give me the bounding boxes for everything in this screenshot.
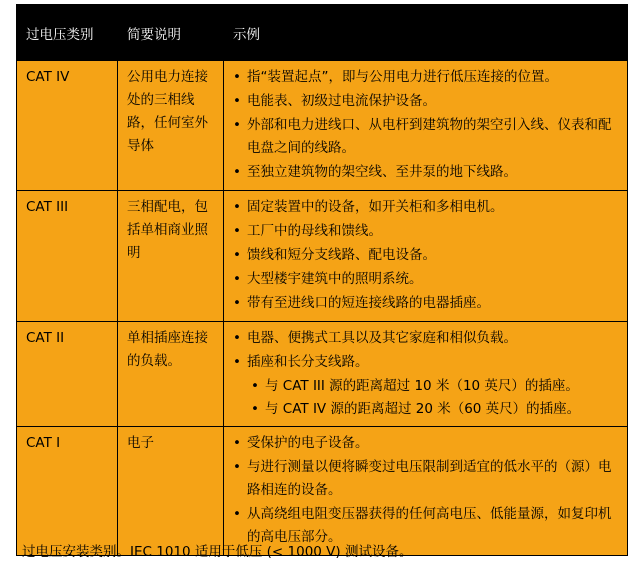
example-item: • 馈线和短分支线路、配电设备。 bbox=[233, 244, 621, 267]
description-cell: 单相插座连接的负载。 bbox=[118, 322, 224, 427]
table-header bbox=[17, 5, 628, 61]
sub-example-item: • 与 CAT IV 源的距离超过 20 米（60 英尺）的插座。 bbox=[233, 398, 621, 421]
examples-cell bbox=[224, 427, 628, 556]
header-category: 过电压类别 bbox=[17, 5, 118, 61]
table-row bbox=[17, 191, 628, 322]
examples-cell bbox=[224, 191, 628, 322]
example-item: • 电能表、初级过电流保护设备。 bbox=[233, 90, 621, 113]
example-item: • 带有至进线口的短连接线路的电器插座。 bbox=[233, 292, 621, 315]
example-item: • 从高绕组电阻变压器获得的任何高电压、低能量源，如复印机的高电压部分。 bbox=[233, 503, 621, 549]
example-item: • 受保护的电子设备。 bbox=[233, 432, 621, 455]
overvoltage-category-table bbox=[16, 4, 628, 556]
header-examples: 示例 bbox=[224, 5, 628, 61]
example-item: • 指“装置起点”，即与公用电力进行低压连接的位置。 bbox=[233, 66, 621, 89]
header-row bbox=[17, 5, 628, 61]
table-row bbox=[17, 322, 628, 427]
example-item: • 工厂中的母线和馈线。 bbox=[233, 220, 621, 243]
example-item: • 电器、便携式工具以及其它家庭和相似负载。 bbox=[233, 327, 621, 350]
sub-examples-list bbox=[233, 375, 621, 421]
table-body bbox=[17, 61, 628, 556]
examples-cell bbox=[224, 322, 628, 427]
example-item: • 大型楼宇建筑中的照明系统。 bbox=[233, 268, 621, 291]
example-item: • 插座和长分支线路。 bbox=[233, 351, 621, 374]
examples-cell bbox=[224, 61, 628, 191]
description-cell: 电子 bbox=[118, 427, 224, 556]
examples-list bbox=[233, 66, 621, 184]
examples-list bbox=[233, 196, 621, 315]
example-item: • 固定装置中的设备，如开关柜和多相电机。 bbox=[233, 196, 621, 219]
category-cell: CAT IV bbox=[17, 61, 118, 191]
header-description: 简要说明 bbox=[118, 5, 224, 61]
category-cell: CAT II bbox=[17, 322, 118, 427]
sub-example-item: • 与 CAT III 源的距离超过 10 米（10 英尺）的插座。 bbox=[233, 375, 621, 398]
table-caption: 过电压安装类别。IEC 1010 适用于低压 (< 1000 V) 测试设备。 bbox=[22, 544, 413, 560]
example-item: • 至独立建筑物的架空线、至井泵的地下线路。 bbox=[233, 161, 621, 184]
examples-list bbox=[233, 327, 621, 374]
category-cell: CAT I bbox=[17, 427, 118, 556]
example-item: • 外部和电力进线口、从电杆到建筑物的架空引入线、仪表和配电盘之间的线路。 bbox=[233, 114, 621, 160]
category-cell: CAT III bbox=[17, 191, 118, 322]
table-row bbox=[17, 61, 628, 191]
description-cell: 公用电力连接处的三相线路，任何室外导体 bbox=[118, 61, 224, 191]
example-item: • 与进行测量以便将瞬变过电压限制到适宜的低水平的（源）电路相连的设备。 bbox=[233, 456, 621, 502]
examples-list bbox=[233, 432, 621, 549]
table-row bbox=[17, 427, 628, 556]
description-cell: 三相配电，包括单相商业照明 bbox=[118, 191, 224, 322]
